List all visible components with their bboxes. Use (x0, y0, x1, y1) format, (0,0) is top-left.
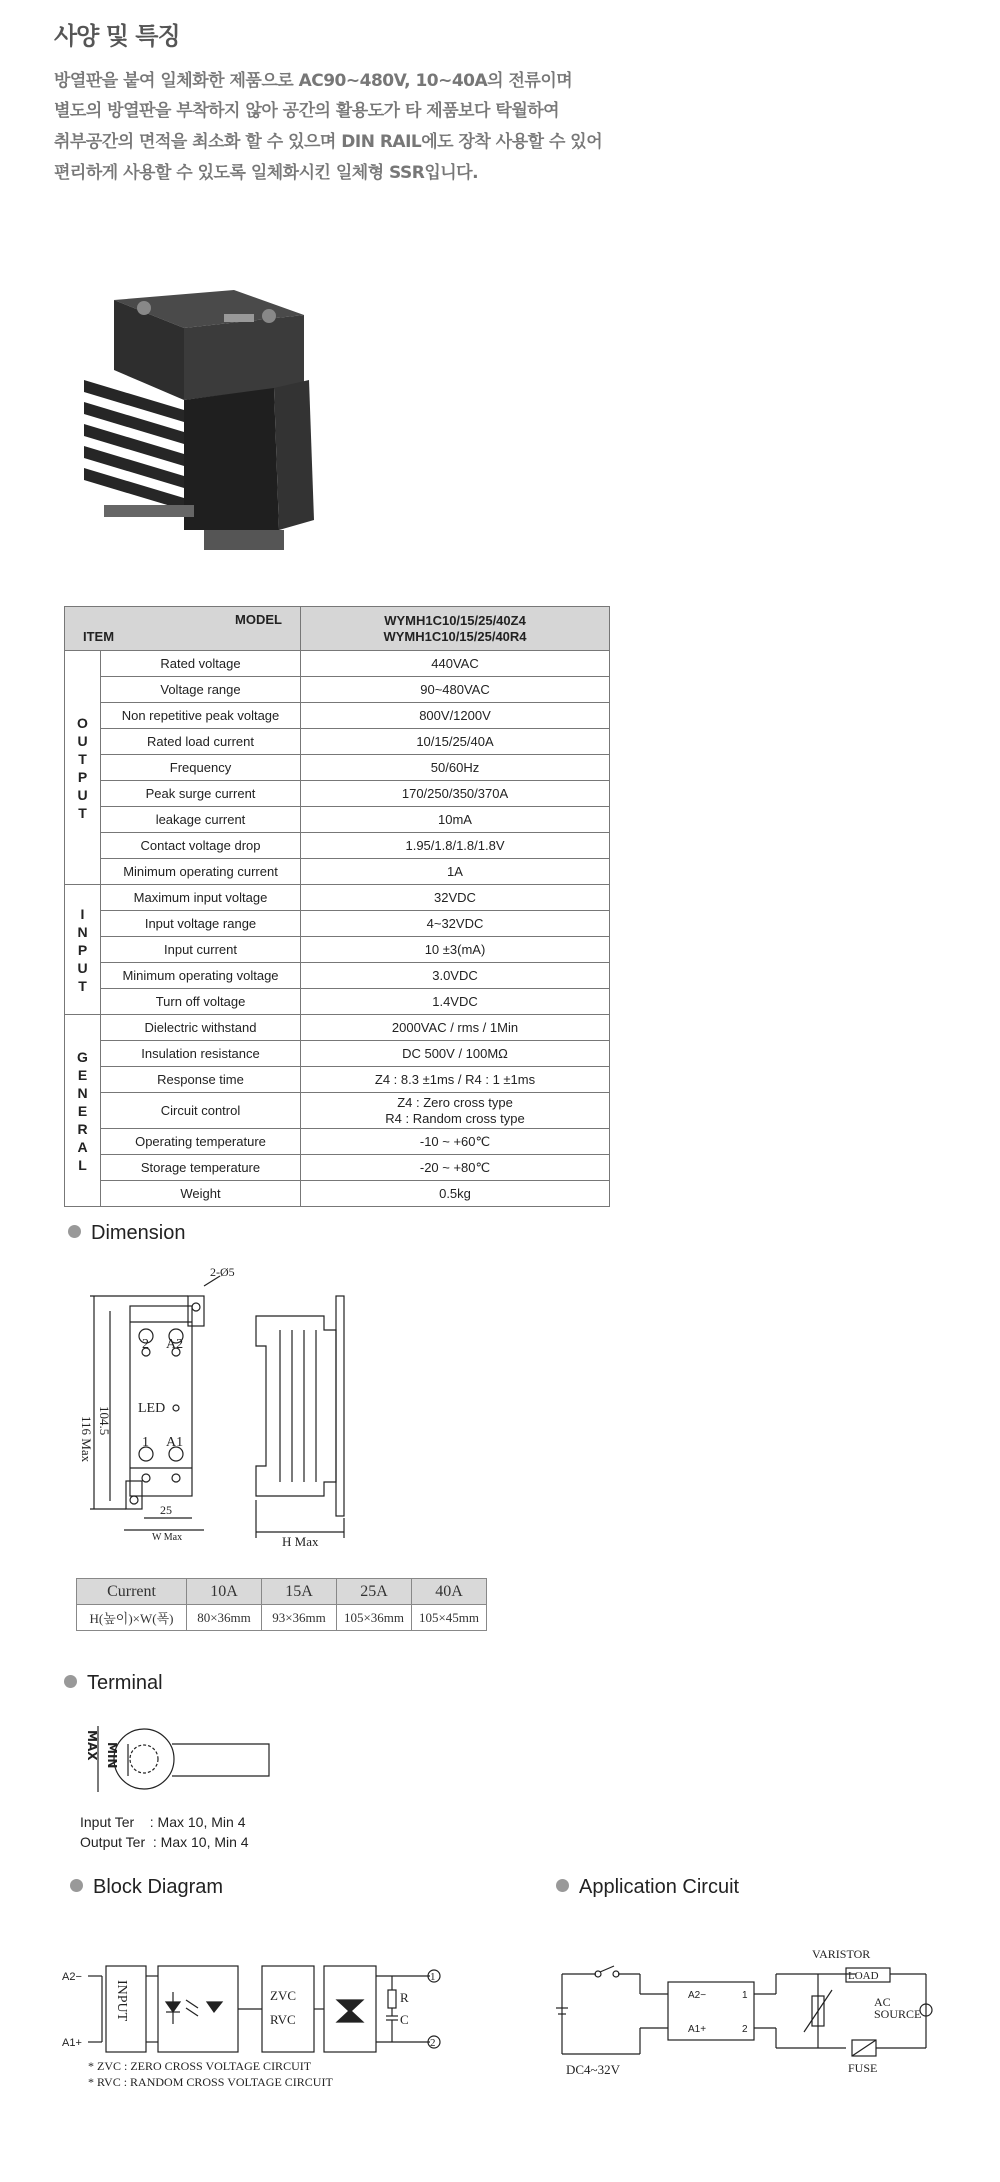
spec-label: Rated load current (101, 729, 301, 755)
model-line-2: WYMH1C10/15/25/40R4 (383, 628, 527, 644)
group-letter: E (77, 1102, 88, 1119)
page-title: 사양 및 특징 (54, 22, 180, 50)
header-item: ITEM (83, 629, 115, 644)
group-letter: U (77, 786, 88, 803)
spec-value: 50/60Hz (301, 755, 610, 781)
bullet-icon (64, 1675, 77, 1688)
app-fuse-label: FUSE (848, 2061, 878, 2075)
group-letter: O (77, 714, 88, 731)
spec-label: Rated voltage (101, 651, 301, 677)
bd-note-zvc: * ZVC : ZERO CROSS VOLTAGE CIRCUIT (88, 2059, 312, 2073)
dimension-heading-text: Dimension (91, 1222, 186, 1244)
group-general (65, 1015, 101, 1207)
dim-cell: 105×45mm (412, 1605, 487, 1631)
spec-label: Minimum operating current (101, 859, 301, 885)
spec-label: Contact voltage drop (101, 833, 301, 859)
block-diagram-heading-text: Block Diagram (93, 1876, 224, 1898)
spec-label: leakage current (101, 807, 301, 833)
hole-label: 2-Ø5 (210, 1265, 235, 1279)
spec-label: Input current (101, 937, 301, 963)
application-circuit-heading (556, 1876, 739, 1899)
group-letter: E (77, 1066, 88, 1083)
group-letter: G (77, 1048, 88, 1065)
spec-label: Insulation resistance (101, 1041, 301, 1067)
spec-value: 170/250/350/370A (301, 781, 610, 807)
spec-value: 4~32VDC (301, 911, 610, 937)
terminal-a2-label: A2 (166, 1337, 184, 1352)
bd-c-label: C (400, 2012, 409, 2027)
h-max-label: H Max (282, 1534, 319, 1549)
block-diagram (62, 1950, 462, 2100)
terminal-2-label: 2 (142, 1337, 149, 1352)
spec-value: 1.95/1.8/1.8/1.8V (301, 833, 610, 859)
dim-header: 15A (262, 1579, 337, 1605)
bullet-icon (70, 1879, 83, 1892)
spec-value-multi (301, 1093, 610, 1129)
spec-value: 90~480VAC (301, 677, 610, 703)
dimension-heading (68, 1222, 185, 1245)
spec-table (64, 606, 610, 1207)
spec-label: Frequency (101, 755, 301, 781)
header-model: MODEL (235, 612, 282, 627)
app-terminal-2: 2 (742, 2024, 748, 2035)
intro-line-2: 별도의 방열판을 부착하지 않아 공간의 활용도가 타 제품보다 탁월하여 (54, 101, 560, 121)
spec-label: Response time (101, 1067, 301, 1093)
spec-value: DC 500V / 100MΩ (301, 1041, 610, 1067)
group-letter: P (77, 768, 88, 785)
spec-value: 440VAC (301, 651, 610, 677)
spec-value: Z4 : 8.3 ±1ms / R4 : 1 ±1ms (301, 1067, 610, 1093)
spec-value: -20 ~ +80℃ (301, 1155, 610, 1181)
app-a2-label: A2− (688, 1990, 707, 2001)
spec-label: Dielectric withstand (101, 1015, 301, 1041)
group-letter: U (77, 732, 88, 749)
bd-a2-label: A2− (62, 1971, 82, 1983)
spec-label: Non repetitive peak voltage (101, 703, 301, 729)
application-circuit-heading-text: Application Circuit (579, 1876, 740, 1898)
height-max-label: 116 Max (79, 1416, 94, 1463)
max-label: MAX (85, 1730, 99, 1761)
group-output (65, 651, 101, 885)
spec-value: -10 ~ +60℃ (301, 1129, 610, 1155)
group-letter: T (78, 977, 87, 994)
model-line-1: WYMH1C10/15/25/40Z4 (384, 612, 526, 628)
dim-cell: 93×36mm (262, 1605, 337, 1631)
terminal-input-spec: Input Ter : Max 10, Min 4 (80, 1814, 246, 1830)
dim-header: 25A (337, 1579, 412, 1605)
spec-label: Input voltage range (101, 911, 301, 937)
terminal-heading (64, 1672, 163, 1695)
dimension-drawing (70, 1256, 430, 1556)
group-letter: R (77, 1120, 88, 1137)
intro-line-3: 취부공간의 면적을 최소화 할 수 있으며 DIN RAIL에도 장착 사용할 수 있어 (54, 132, 603, 152)
spec-value: 800V/1200V (301, 703, 610, 729)
dim-header: 40A (412, 1579, 487, 1605)
group-letter: I (80, 905, 85, 922)
terminal-1-label: 1 (142, 1435, 149, 1450)
spec-label: Storage temperature (101, 1155, 301, 1181)
spec-value: 2000VAC / rms / 1Min (301, 1015, 610, 1041)
spec-label: Voltage range (101, 677, 301, 703)
bullet-icon (556, 1879, 569, 1892)
spec-value: 32VDC (301, 885, 610, 911)
spec-value: 1.4VDC (301, 989, 610, 1015)
block-diagram-heading (70, 1876, 223, 1899)
group-letter: T (78, 750, 87, 767)
dim-cell: 80×36mm (187, 1605, 262, 1631)
bd-terminal-2: 2 (430, 2037, 436, 2049)
terminal-output-spec: Output Ter : Max 10, Min 4 (80, 1834, 249, 1850)
spec-value: 10/15/25/40A (301, 729, 610, 755)
group-input (65, 885, 101, 1015)
app-source-label: SOURCE (874, 2007, 922, 2021)
bd-terminal-1: 1 (430, 1971, 436, 1983)
spec-value: 1A (301, 859, 610, 885)
group-letter: A (77, 1138, 88, 1155)
bullet-icon (68, 1225, 81, 1238)
led-label: LED (138, 1401, 166, 1416)
bd-r-label: R (400, 1990, 409, 2005)
spec-label: Peak surge current (101, 781, 301, 807)
bd-rvc-label: RVC (270, 2012, 296, 2027)
app-terminal-1: 1 (742, 1990, 748, 2001)
group-letter: L (78, 1156, 87, 1173)
terminal-a1-label: A1 (166, 1435, 184, 1450)
spec-value: 10 ±3(mA) (301, 937, 610, 963)
width-label: 25 (160, 1503, 172, 1517)
dim-cell: H(높이)×W(폭) (77, 1605, 187, 1631)
intro-line-1: 방열판을 붙여 일체화한 제품으로 AC90~480V, 10~40A의 전류이며 (54, 71, 573, 91)
spec-header-cell (65, 607, 301, 651)
app-load-label: LOAD (848, 1970, 879, 1982)
bd-note-rvc: * RVC : RANDOM CROSS VOLTAGE CIRCUIT (88, 2075, 333, 2089)
spec-label: Turn off voltage (101, 989, 301, 1015)
min-label: MIN (105, 1742, 119, 1769)
dimension-table (76, 1578, 487, 1631)
app-a1-label: A1+ (688, 2024, 707, 2035)
w-max-label: W Max (152, 1532, 183, 1543)
app-ac-label: AC (874, 1995, 891, 2009)
group-letter: N (77, 1084, 88, 1101)
spec-label: Circuit control (101, 1093, 301, 1129)
spec-value: 10mA (301, 807, 610, 833)
bd-a1-label: A1+ (62, 2037, 82, 2049)
application-circuit (556, 1944, 956, 2094)
model-cell (301, 607, 610, 651)
bd-input-label: INPUT (114, 1980, 129, 2022)
circuit-control-r4: R4 : Random cross type (385, 1110, 525, 1126)
spec-label: Operating temperature (101, 1129, 301, 1155)
bd-zvc-label: ZVC (270, 1988, 296, 2003)
dim-header: 10A (187, 1579, 262, 1605)
spec-label: Weight (101, 1181, 301, 1207)
terminal-drawing (84, 1714, 284, 1804)
group-letter: N (77, 923, 88, 940)
spec-label: Maximum input voltage (101, 885, 301, 911)
spec-value: 0.5kg (301, 1181, 610, 1207)
dim-header: Current (77, 1579, 187, 1605)
group-letter: P (77, 941, 88, 958)
spec-label: Minimum operating voltage (101, 963, 301, 989)
app-dc-label: DC4~32V (566, 2062, 620, 2077)
inner-height-label: 104.5 (97, 1406, 112, 1436)
terminal-heading-text: Terminal (87, 1672, 163, 1694)
group-letter: T (78, 804, 87, 821)
intro-line-4: 편리하게 사용할 수 있도록 일체화시킨 일체형 SSR입니다. (54, 163, 479, 183)
circuit-control-z4: Z4 : Zero cross type (397, 1094, 513, 1110)
dim-cell: 105×36mm (337, 1605, 412, 1631)
product-photo (74, 280, 344, 570)
app-varistor-label: VARISTOR (812, 1947, 871, 1961)
group-letter: U (77, 959, 88, 976)
spec-value: 3.0VDC (301, 963, 610, 989)
